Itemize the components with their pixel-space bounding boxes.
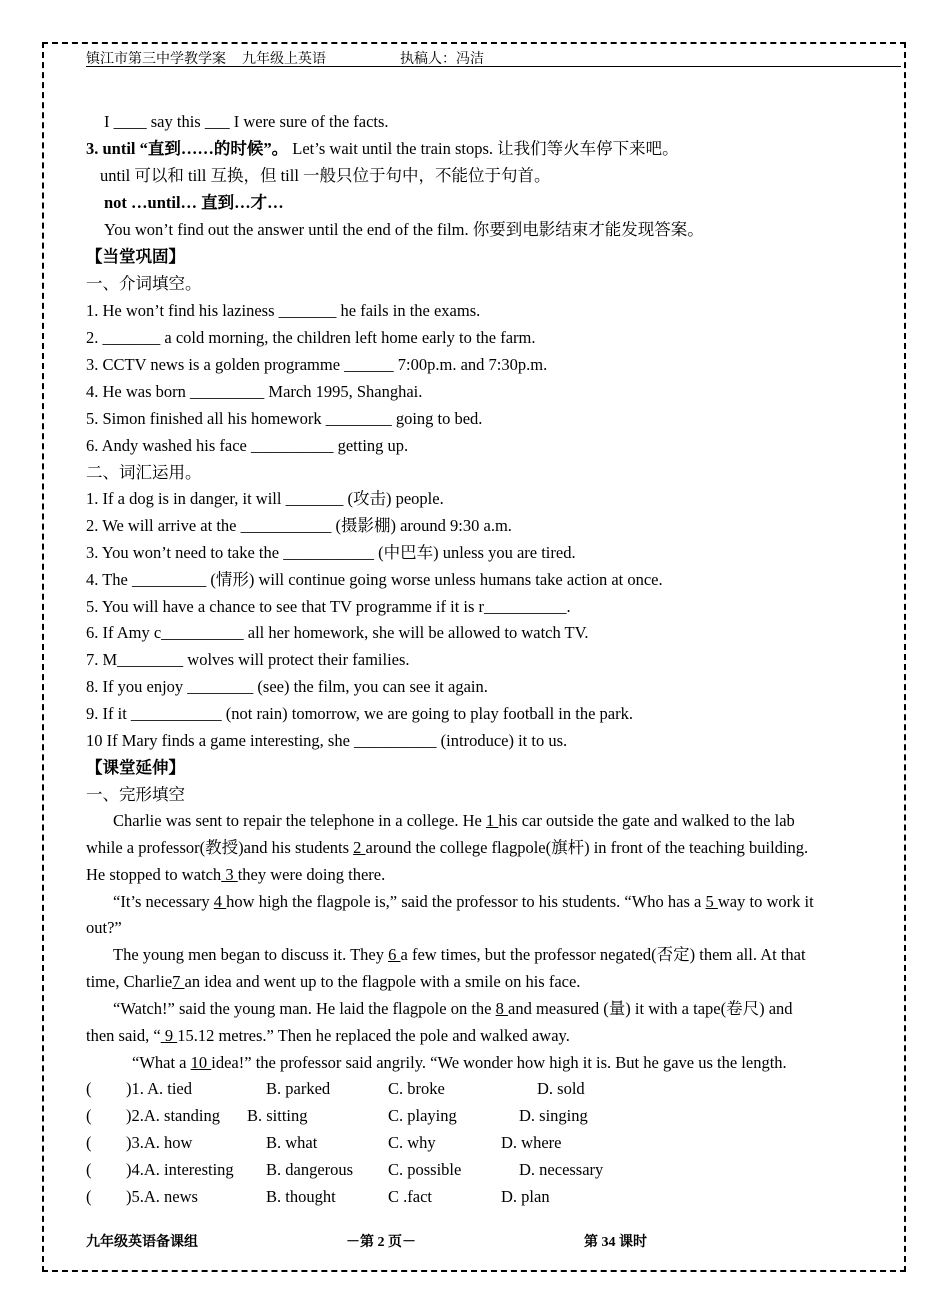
blank-8: 8 — [495, 999, 509, 1018]
exercise-item: 4. He was born _________ March 1995, Shanghai. — [86, 382, 423, 401]
grammar-example: You won’t find out the answer until the end of the film. 你要到电影结束才能发现答案。 — [104, 220, 704, 239]
section-title-practice: 【当堂巩固】 — [86, 247, 185, 266]
grammar-pattern: not …until… 直到…才… — [104, 193, 284, 212]
exercise-item: 9. If it ___________ (not rain) tomorrow, we are going to play football in the park. — [86, 704, 633, 723]
passage-line: He stopped to watch 3 they were doing there. — [86, 865, 386, 884]
passage-line: then said, “ 9 15.12 metres.” Then he replaced the pole and walked away. — [86, 1026, 570, 1045]
exercise-item: 1. If a dog is in danger, it will _______ (攻击) people. — [86, 489, 444, 508]
blank-4: 4 — [213, 892, 227, 911]
footer-page-number: －第 2 页－ — [346, 1235, 416, 1250]
grammar-note: until 可以和 till 互换，但 till 一般只位于句中，不能位于句首。 — [100, 166, 551, 185]
exercise-item: 5. You will have a chance to see that TV programme if it is r__________. — [86, 597, 571, 616]
passage-line: time, Charlie7 an idea and went up to the flagpole with a smile on his face. — [86, 972, 581, 991]
exercise-item: 1. He won’t find his laziness _______ he fails in the exams. — [86, 301, 481, 320]
exercise-item: 8. If you enjoy ________ (see) the film, you can see it again. — [86, 677, 488, 696]
passage-line: The young men began to discuss it. They 6 a few times, but the professor negated(否定) them all. At that — [113, 945, 806, 964]
exercise-item: 10 If Mary finds a game interesting, she __________ (introduce) it to us. — [86, 731, 568, 750]
passage-line: out?” — [86, 918, 122, 937]
header-grade: 九年级上英语 — [242, 52, 326, 67]
exercise-item: 3. You won’t need to take the ___________ (中巴车) unless you are tired. — [86, 543, 576, 562]
passage-line: Charlie was sent to repair the telephone in a college. He 1 his car outside the gate and walked to the lab — [113, 811, 795, 830]
exercise-item: 2. _______ a cold morning, the children left home early to the farm. — [86, 328, 536, 347]
example-line: I ____ say this ___ I were sure of the facts. — [104, 112, 389, 131]
grammar-point-title: 3. until “直到……的时候”。 — [86, 139, 289, 158]
blank-9: 9 — [160, 1026, 178, 1045]
passage-line: “What a 10 idea!” the professor said angrily. “We wonder how high it is. But he gave us the length. — [132, 1053, 787, 1072]
header-school: 镇江市第三中学教学案 — [86, 52, 226, 67]
blank-1: 1 — [485, 811, 499, 830]
exercise-item: 6. If Amy c__________ all her homework, she will be allowed to watch TV. — [86, 623, 589, 642]
exercise-item: 5. Simon finished all his homework ________ going to bed. — [86, 409, 483, 428]
subsection-cloze: 一、完形填空 — [86, 785, 185, 804]
exercise-item: 2. We will arrive at the ___________ (摄影棚) around 9:30 a.m. — [86, 516, 512, 535]
blank-6: 6 — [388, 945, 401, 964]
exercise-item: 4. The _________ (情形) will continue going worse unless humans take action at once. — [86, 570, 663, 589]
blank-10: 10 — [190, 1053, 212, 1072]
exercise-item: 6. Andy washed his face __________ getting up. — [86, 436, 409, 455]
header-author: 执稿人：冯洁 — [400, 52, 484, 67]
subsection-prepositions: 一、介词填空。 — [86, 274, 202, 293]
exercise-item: 7. M________ wolves will protect their families. — [86, 650, 410, 669]
page-header — [86, 46, 901, 67]
blank-3: 3 — [221, 865, 238, 884]
section-title-extension: 【课堂延伸】 — [86, 758, 185, 777]
subsection-vocabulary: 二、词汇运用。 — [86, 463, 202, 482]
passage-line: “Watch!” said the young man. He laid the flagpole on the 8 and measured (量) it with a tape(卷尺) and — [113, 999, 793, 1018]
blank-2: 2 — [353, 838, 366, 857]
blank-5: 5 — [705, 892, 718, 911]
passage-line: “It’s necessary 4 how high the flagpole is,” said the professor to his students. “Who has a 5 way to work it — [113, 892, 814, 911]
footer-group: 九年级英语备课组 — [86, 1235, 198, 1250]
footer-lesson: 第 34 课时 — [584, 1235, 647, 1250]
grammar-point-until — [86, 139, 679, 159]
exercise-item: 3. CCTV news is a golden programme ______ 7:00p.m. and 7:30p.m. — [86, 355, 548, 374]
blank-7: 7 — [172, 972, 185, 991]
passage-line: while a professor(教授)and his students 2 around the college flagpole(旗杆) in front of the teaching building. — [86, 838, 809, 857]
grammar-point-example: Let’s wait until the train stops. 让我们等火车停下来吧。 — [288, 139, 679, 158]
